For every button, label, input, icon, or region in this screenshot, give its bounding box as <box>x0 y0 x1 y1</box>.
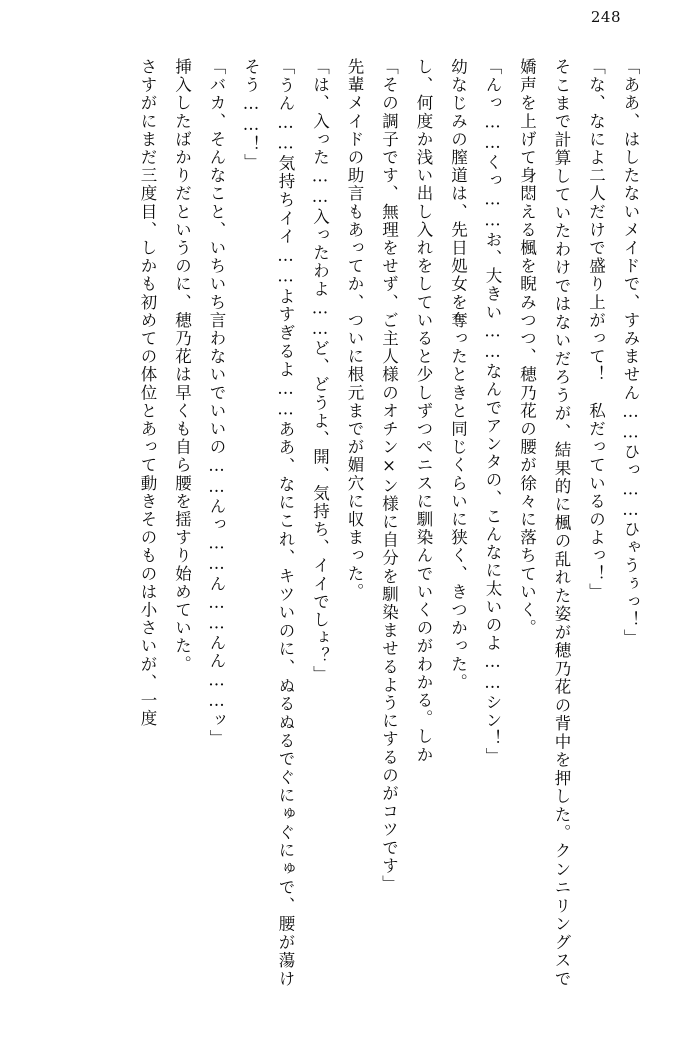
paragraph: 「んっ……くっ……お、大きい……なんでアンタの、こんなに太いのよ……シン！」 <box>483 58 502 766</box>
paragraph: 「ああ、はしたないメイドで、すみません……ひっ……ひゃうぅっ！」 <box>621 58 640 648</box>
paragraph: 先輩メイドの助言もあってか、ついに根元までが媚穴に収まった。 <box>345 58 364 601</box>
paragraph: 「は、入った……入ったわよ……ど、どうよ、開、気持ち、イイでしょ？」 <box>310 58 330 684</box>
page-body-text <box>44 58 647 988</box>
paragraph: 「バカ、そんなこと、いちいち言わないでいいの……んっ……ん……んん……ッ」 <box>207 58 226 748</box>
paragraph: そこまで計算していたわけではないだろうが、結果的に楓の乱れた姿が穂乃花の背中を押した。クンニリングスで嬌声を上げて身悶える楓を睨みつつ、穂乃花の腰が徐々に落ちていく。 <box>517 58 571 988</box>
page-number: 248 <box>590 8 621 26</box>
paragraph: 「その調子です、無理をせず、ご主人様のオチン×ン様に自分を馴染ませるようにするのがコツです」 <box>379 58 399 894</box>
paragraph: し、何度か浅い出し入れをしていると少しずつペニスに馴染んでいくのがわかる。しか <box>414 58 433 764</box>
paragraph: 「な、なによ二人だけで盛り上がって！ 私だっているのよっ！」 <box>586 58 606 601</box>
paragraph: 「うん……気持ちイイ……よすぎるよ……ああ、なにこれ、キツいのに、ぬるぬるでぐにゅぐにゅで、腰が蕩けそう……！」 <box>241 58 295 988</box>
paragraph: さすがにまだ三度目、しかも初めての体位とあって動きそのものは小さいが、一度 <box>138 58 157 728</box>
paragraph: 挿入したばかりだというのに、穂乃花は早くも自ら腰を揺すり始めていた。 <box>172 58 192 674</box>
paragraph: 幼なじみの膣道は、先日処女を奪ったときと同じくらいに狭く、きつかった。 <box>448 58 468 692</box>
